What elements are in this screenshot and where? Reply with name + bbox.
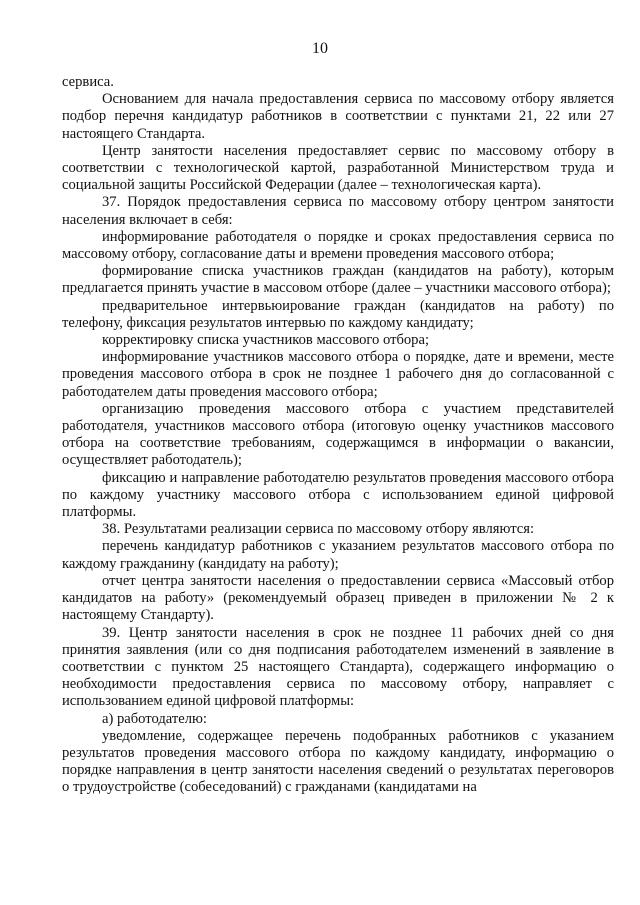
paragraph: фиксацию и направление работодателю результатов проведения массового отбора по каждому участнику массового отбора с использованием единой цифровой платформы.: [62, 469, 614, 521]
paragraph: информирование участников массового отбора о порядке, дате и времени, месте проведения массового отбора в срок не позднее 1 рабочего дня до согласованной с работодателем даты проведения массового отбора;: [62, 349, 614, 400]
paragraph: сервиса.: [62, 74, 114, 90]
document-body: [62, 74, 614, 797]
paragraph: 37. Порядок предоставления сервиса по массовому отбору центром занятости населения включает в себя:: [62, 194, 614, 228]
paragraph: 38. Результатами реализации сервиса по массовому отбору являются:: [102, 521, 535, 538]
paragraph: формирование списка участников граждан (кандидатов на работу), которым предлагается принять участие в массовом отборе (далее – участники массового отбора);: [62, 263, 614, 297]
paragraph: предварительное интервьюирование граждан (кандидатов на работу) по телефону, фиксация результатов интервью по каждому кандидату;: [62, 297, 614, 331]
paragraph: информирование работодателя о порядке и сроках предоставления сервиса по массовому отбору, согласование даты и времени проведения массового отбора;: [62, 228, 614, 263]
paragraph: уведомление, содержащее перечень подобранных работников с указанием результатов проведения массового отбора по каждому кандидату, информацию о порядке направления в центр занятости населения сведений о результатах переговоров о трудоустройстве (собеседований) с гражданами (кандидатами на: [62, 727, 614, 796]
paragraph: Основанием для начала предоставления сервиса по массовому отбору является подбор перечня кандидатур работников в соответствии с пунктами 21, 22 или 27 настоящего Стандарта.: [62, 91, 614, 142]
paragraph: перечень кандидатур работников с указанием результатов массового отбора по каждому гражданину (кандидату на работу);: [62, 538, 614, 572]
page-number: 10: [312, 40, 328, 57]
paragraph: организацию проведения массового отбора с участием представителей работодателя, участников массового отбора (итоговую оценку участников массового отбора на соответствие требованиям, содержащимся в информации о вакансии, осуществляет работодатель);: [62, 400, 614, 469]
paragraph: отчет центра занятости населения о предоставлении сервиса «Массовый отбор кандидатов на работу» (рекомендуемый образец приведен в приложении № 2 к настоящему Стандарту).: [62, 572, 614, 624]
paragraph: 39. Центр занятости населения в срок не позднее 11 рабочих дней со дня принятия заявления (или со дня подписания работодателем изменений в заявление в соответствии с пунктом 25 настоящего Стандарта), содержащего информацию о необходимости предоставления сервиса по массовому отбору, направляет с использованием единой цифровой платформы:: [62, 624, 614, 710]
paragraph: корректировку списка участников массового отбора;: [102, 332, 430, 349]
paragraph: Центр занятости населения предоставляет сервис по массовому отбору в соответствии с технологической картой, разработанной Министерством труда и социальной защиты Российской Федерации (далее – технологическая карта).: [62, 142, 614, 194]
paragraph: а) работодателю:: [102, 710, 207, 727]
